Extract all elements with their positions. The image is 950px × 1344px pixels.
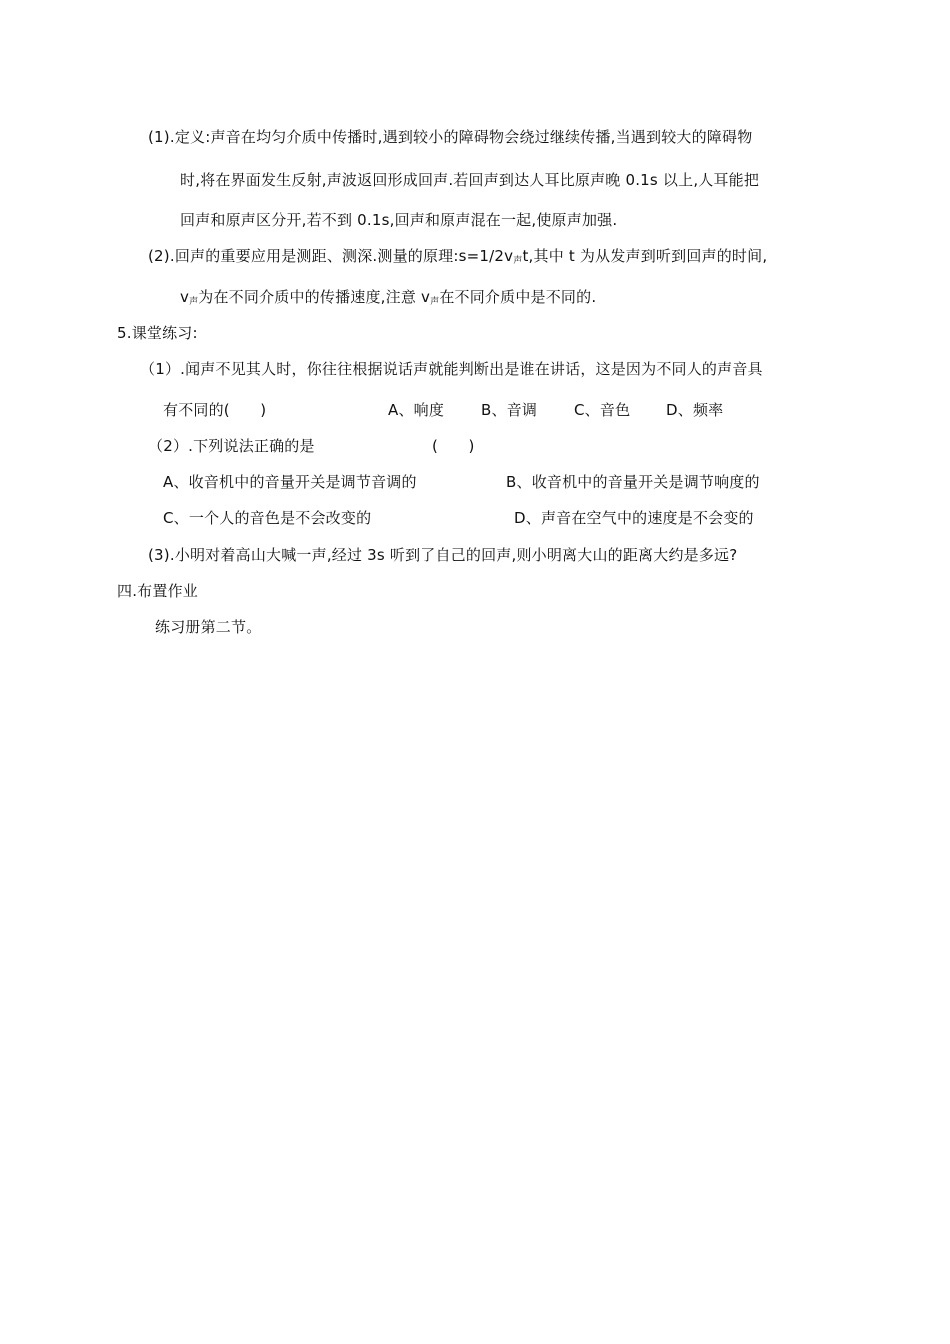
homework-text: 练习册第二节。 (155, 618, 262, 636)
echo-application-text-d: 在不同介质中是不同的. (439, 288, 597, 306)
question-2-option-c: C、一个人的音色是不会改变的 (163, 509, 372, 527)
question-2-option-b: B、收音机中的音量开关是调节响度的 (506, 473, 760, 491)
echo-application-text-c: 为在不同介质中的传播速度,注意 v (198, 288, 431, 306)
question-1-stem-end: 有不同的( ) (163, 401, 267, 419)
question-1-option-b: B、音调 (481, 401, 538, 419)
velocity-symbol: v (180, 288, 190, 306)
echo-definition-line-2: 时,将在界面发生反射,声波返回形成回声.若回声到达人耳比原声晚 0.1s 以上,人耳能把 (180, 171, 760, 189)
practice-heading: 5.课堂练习: (117, 324, 198, 342)
question-1-option-d: D、频率 (666, 401, 724, 419)
echo-application-text-a: (2).回声的重要应用是测距、测深.测量的原理:s=1/2v (148, 247, 514, 265)
echo-application-line-2 (180, 287, 596, 310)
echo-definition-line-1: (1).定义:声音在均匀介质中传播时,遇到较小的障碍物会绕过继续传播,当遇到较大的障碍物 (148, 128, 753, 146)
subscript-sound: 声 (430, 297, 440, 307)
question-2-answer-paren: ( ) (432, 437, 475, 455)
question-1-stem: （1）.闻声不见其人时，你往往根据说话声就能判断出是谁在讲话，这是因为不同人的声音具 (140, 360, 763, 378)
question-2-option-d: D、声音在空气中的速度是不会变的 (514, 509, 754, 527)
question-3: (3).小明对着高山大喊一声,经过 3s 听到了自己的回声,则小明离大山的距离大约是多远? (148, 546, 738, 564)
question-2-option-a: A、收音机中的音量开关是调节音调的 (163, 473, 417, 491)
question-1-option-c: C、音色 (574, 401, 631, 419)
homework-heading: 四.布置作业 (117, 582, 198, 600)
subscript-sound: 声 (189, 297, 199, 307)
echo-application-line-1 (148, 246, 767, 269)
echo-definition-line-3: 回声和原声区分开,若不到 0.1s,回声和原声混在一起,使原声加强. (180, 211, 618, 229)
subscript-sound: 声 (513, 256, 523, 266)
question-2-stem: （2）.下列说法正确的是 (148, 437, 315, 455)
echo-application-text-b: t,其中 t 为从发声到听到回声的时间, (522, 247, 768, 265)
question-1-option-a: A、响度 (388, 401, 445, 419)
